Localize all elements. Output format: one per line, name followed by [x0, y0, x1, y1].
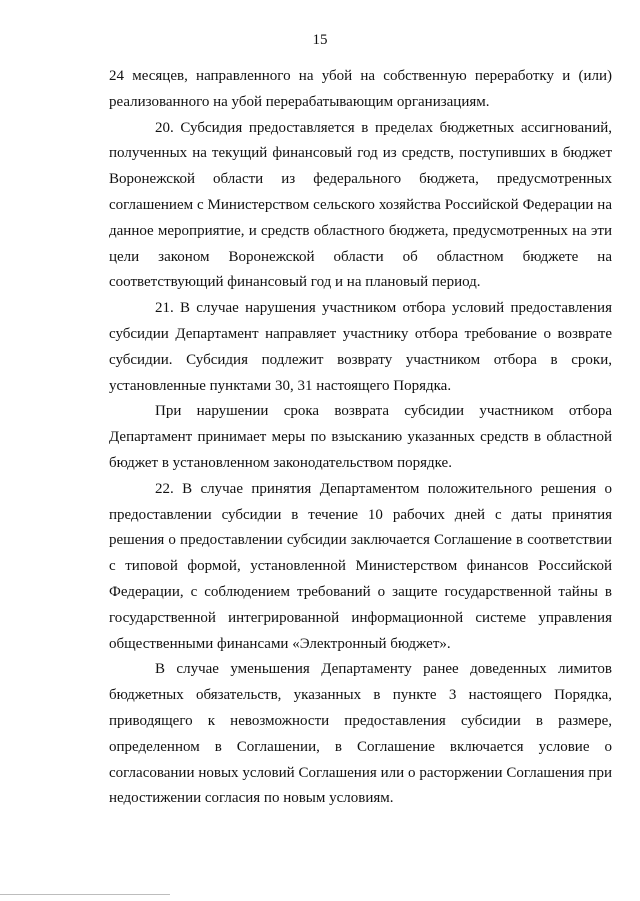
paragraph-22: 22. В случае принятия Департаментом положительного решения о предоставлении субсидии в течение 10 рабочих дней с даты принятия решения о предоставлении субсидии заключается Соглашение в соответствии с типовой формой, установленной Министерством финансов Российской Федерации, с соблюдением требований о защите государственной тайны в государственной интегрированной информационной системе управления общественными финансами «Электронный бюджет».	[109, 480, 612, 652]
paragraph-22-continued: В случае уменьшения Департаменту ранее доведенных лимитов бюджетных обязательств, указанных в пункте 3 настоящего Порядка, приводящего к невозможности предоставления субсидии в размере, определенном в Соглашении, в Соглашение включается условие о согласовании новых условий Соглашения или о расторжении Соглашения при недостижении согласия по новым условиям.	[109, 661, 612, 807]
page-number: 15	[312, 32, 328, 48]
paragraph-20: 20. Субсидия предоставляется в пределах бюджетных ассигнований, полученных на текущий финансовый год из средств, поступивших в бюджет Воронежской области из федерального бюджета, предусмотренных соглашением с Министерством сельского хозяйства Российской Федерации на данное мероприятие, и средств областного бюджета, предусмотренных на эти цели законом Воронежской области об областном бюджете на соответствующий финансовый год и на плановый период.	[109, 119, 612, 291]
scan-edge-line	[0, 894, 170, 895]
paragraph-continuation: 24 месяцев, направленного на убой на собственную переработку и (или) реализованного на убой перерабатывающим организациям.	[109, 68, 612, 110]
document-body	[109, 64, 612, 812]
paragraph-21: 21. В случае нарушения участником отбора условий предоставления субсидии Департамент направляет участнику отбора требование о возврате субсидии. Субсидия подлежит возврату участником отбора в сроки, установленные пунктами 30, 31 настоящего Порядка.	[109, 300, 612, 394]
paragraph-21-continued: При нарушении срока возврата субсидии участником отбора Департамент принимает меры по взысканию указанных средств в областной бюджет в установленном законодательством порядке.	[109, 403, 612, 471]
